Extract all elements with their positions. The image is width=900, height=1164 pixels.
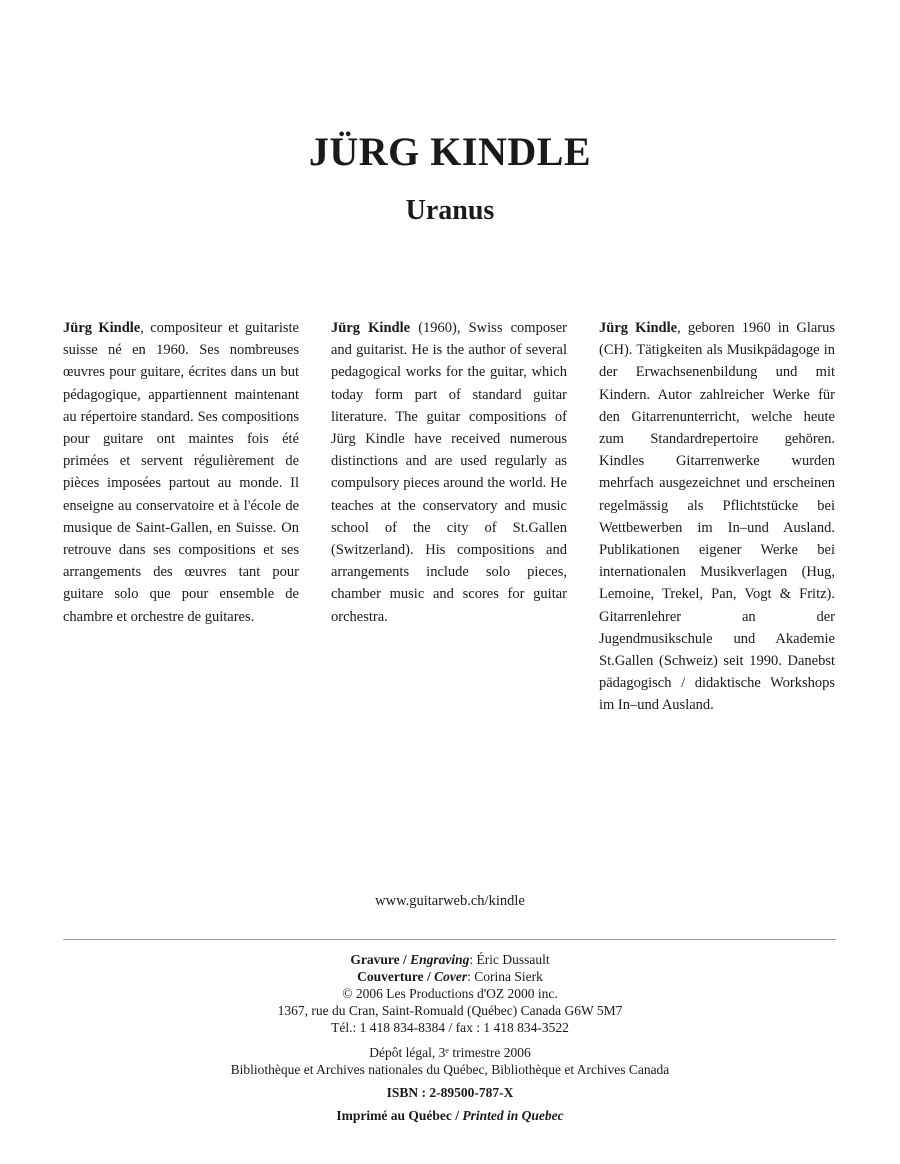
engraver-name: : Éric Dussault	[469, 952, 550, 967]
bio-name: Jürg Kindle	[599, 320, 678, 336]
work-title: Uranus	[405, 195, 495, 226]
divider	[63, 939, 836, 940]
isbn-number: ISBN : 2-89500-787-X	[386, 1085, 514, 1100]
publication-credits	[0, 951, 900, 1124]
cover-credit	[0, 968, 900, 985]
engraving-label-fr: Gravure /	[350, 952, 411, 967]
bio-text: , geboren 1960 in Glarus (CH). Tätigkeiten als Musikpädagoge in der Erwachsenenbildung und mit Kindern. Autor zahlreicher Werke für den Gitarrenunterricht, welche heute zum Standardrepertoire gehören. Kindles Gitarrenwerke wurden mehrfach ausgezeichnet und erscheinen regelmässig als Pflichtstücke bei Wettbewerben im In–und Ausland. Publikationen eigener Werke bei internationalen Musikverlagen (Hug, Lemoine, Trekel, Pan, Vogt & Fritz). Gitarrenlehrer an der Jugendmusikschule und Akademie St.Gallen (Schweiz) seit 1990. Danebst pädagogisch / didaktische Workshops im In–und Ausland.	[599, 320, 836, 714]
biography-french	[63, 317, 299, 628]
bio-name: Jürg Kindle	[331, 320, 411, 336]
printed-en: Printed in Quebec	[462, 1108, 564, 1123]
publisher-phone: Tél.: 1 418 834-8384 / fax : 1 418 834-3522	[331, 1020, 569, 1035]
publisher-address: 1367, rue du Cran, Saint-Romuald (Québec) Canada G6W 5M7	[277, 1003, 623, 1018]
legal-deposit	[0, 1042, 900, 1061]
bio-name: Jürg Kindle	[63, 320, 141, 336]
engraving-label-en: Engraving	[410, 952, 470, 967]
bio-text: (1960), Swiss composer and guitarist. He is the author of several pedagogical works for the guitar, which today form part of standard guitar literature. The guitar compositions of Jürg Kindle have received numerous distinctions and are used regularly as compulsory pieces around the world. He teaches at the conservatory and music school of the city of St.Gallen (Switzerland). His compositions and arrangements include solo pieces, chamber music and scores for guitar orchestra.	[331, 320, 567, 625]
cover-artist-name: : Corina Sierk	[467, 969, 543, 984]
deposit-quarter: trimestre 2006	[448, 1045, 531, 1060]
engraving-credit	[0, 951, 900, 968]
website-link[interactable]: www.guitarweb.ch/kindle	[375, 893, 525, 909]
composer-name: JÜRG KINDLE	[308, 129, 592, 174]
copyright: © 2006 Les Productions d'OZ 2000 inc.	[342, 986, 558, 1001]
deposit-superscript: e	[445, 1046, 449, 1055]
printed-fr: Imprimé au Québec /	[336, 1108, 463, 1123]
libraries: Bibliothèque et Archives nationales du Québec, Bibliothèque et Archives Canada	[230, 1062, 670, 1077]
deposit-text: Dépôt légal, 3	[369, 1045, 446, 1060]
biography-german	[599, 317, 835, 717]
printed-in	[0, 1107, 900, 1124]
isbn	[0, 1084, 900, 1101]
cover-label-en: Cover	[434, 969, 468, 984]
bio-text: , compositeur et guitariste suisse né en 1960. Ses nombreuses œuvres pour guitare, écrites dans un but pédagogique, appartiennent maintenant au répertoire standard. Ses compositions pour guitare ont maintes fois été primées et servent régulièrement de pièces imposées partout au monde. Il enseigne au conservatoire et à l'école de musique de Saint-Gallen, en Suisse. On retrouve dans ses compositions et ses arrangements des œuvres tant pour guitare solo que pour ensemble de chambre et orchestre de guitares.	[63, 320, 299, 625]
biography-english	[331, 317, 567, 628]
cover-label-fr: Couverture /	[357, 969, 435, 984]
